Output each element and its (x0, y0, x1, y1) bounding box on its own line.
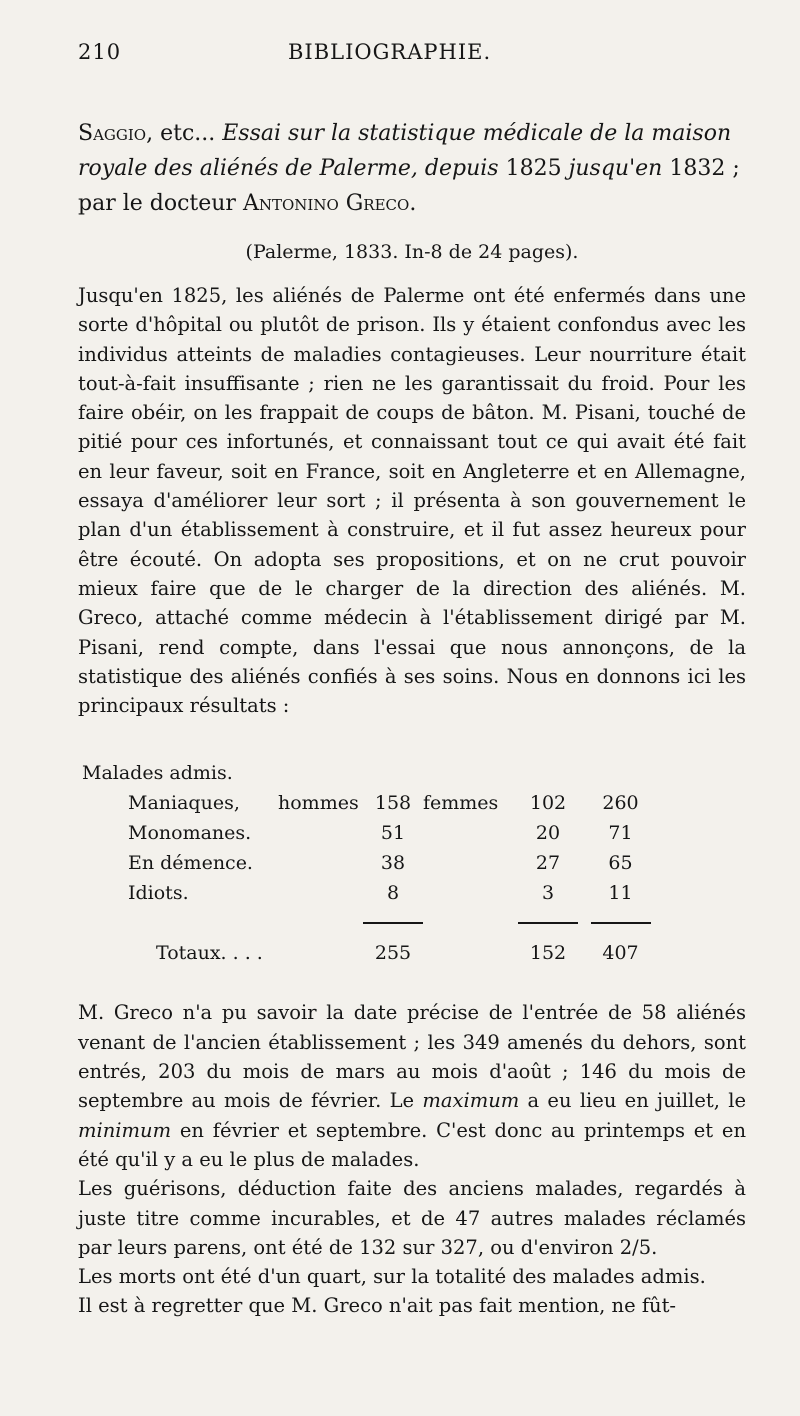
table-row (128, 788, 663, 818)
men-label: hommes (278, 792, 359, 815)
row-men: 51 (380, 822, 406, 845)
term-minimum: minimum (78, 1118, 172, 1142)
row-men: 158 (374, 792, 412, 815)
paragraph-2-c: en février et septembre. C'est donc au printemps et en été qu'il y a eu le plus de malades. (78, 1118, 746, 1171)
row-women: 27 (535, 852, 561, 875)
statistics-table (78, 758, 746, 968)
rule-row (128, 908, 663, 938)
row-category: Maniaques, (128, 792, 240, 815)
paragraph-4: Les morts ont été d'un quart, sur la totalité des malades admis. (78, 1265, 706, 1289)
title-jusqu: jusqu'en (568, 156, 663, 181)
title-author: Antonino Greco (242, 191, 410, 216)
row-men: 38 (380, 852, 406, 875)
total-women: 152 (529, 942, 567, 965)
sum-rule (518, 922, 578, 924)
totals-row (128, 938, 663, 968)
stats-grid (128, 788, 663, 968)
table-row (128, 878, 663, 908)
paragraph-1: Jusqu'en 1825, les aliénés de Palerme ont été enfermés dans une sorte d'hôpital ou plutôt de prison. Ils y étaient confondus avec les individus atteints de maladies contagieuses. Leur nourriture était tout-à-fait insuffisante ; rien ne les garantissait du froid. Pour les faire obéir, on les frappait de coups de bâton. M. Pisani, touché de pitié pour ces infortunés, et connaissant tout ce qui avait été fait en leur faveur, soit en France, soit en Angleterre et en Allemagne, essaya d'améliorer leur sort ; il présenta à son gouvernement le plan d'un établissement à construire, et il fut assez heureux pour être écouté. On adopta ses propositions, et on ne crut pouvoir mieux faire que de le charger de la direction des aliénés. M. Greco, attaché comme médecin à l'établissement dirigé par M. Pisani, rend compte, dans l'essai que nous annonçons, de la statistique des aliénés confiés à ses soins. Nous en donnons ici les principaux résultats : (78, 284, 746, 718)
row-total: 260 (602, 792, 639, 815)
paragraph-5: Il est à regretter que M. Greco n'ait pas fait mention, ne fût- (78, 1294, 677, 1318)
row-total: 65 (608, 852, 633, 875)
row-women: 102 (529, 792, 567, 815)
title-saggio: Saggio (78, 121, 147, 146)
paragraph-3: Les guérisons, déduction faite des anciens malades, regardés à juste titre comme incurables, et de 47 autres malades réclamés par leurs parens, ont été de 132 sur 327, ou d'environ 2/5. (78, 1177, 746, 1259)
table-row (128, 818, 663, 848)
paragraph-2-b: a eu lieu en juillet, le (519, 1089, 746, 1113)
row-category: Monomanes. (128, 822, 252, 845)
title-essai: Essai sur la statistique médicale de la maison royale des aliénés de Palerme, depuis (78, 121, 732, 181)
page-header (78, 40, 746, 76)
women-label: femmes (423, 792, 499, 815)
page-number: 210 (78, 40, 122, 64)
sum-rule (591, 922, 651, 924)
row-total: 71 (608, 822, 633, 845)
row-category: En démence. (128, 852, 253, 875)
row-women: 20 (535, 822, 561, 845)
row-men: 8 (386, 882, 400, 905)
paragraph-2 (78, 998, 746, 1174)
row-total: 11 (608, 882, 633, 905)
row-category: Idiots. (128, 882, 189, 905)
term-maximum: maximum (422, 1089, 520, 1113)
title-etc: , etc... (146, 121, 223, 146)
running-title: BIBLIOGRAPHIE. (288, 40, 492, 64)
title-year1: 1825 (498, 156, 569, 181)
row-women: 3 (541, 882, 555, 905)
paragraph-2-a: M. Greco n'a pu savoir la date précise de l'entrée de 58 aliénés venant de l'ancien établissement ; les 349 amenés du dehors, sont entrés, 203 du mois de mars au mois d'août ; 146 du mois de septembre au mois de février. Le (78, 1001, 746, 1113)
title-by: ; par le docteur (78, 156, 740, 216)
total-all: 407 (602, 942, 639, 965)
stats-caption: Malades admis. (82, 762, 233, 785)
title-year2: 1832 (662, 156, 726, 181)
sum-rule (363, 922, 423, 924)
review-title (78, 116, 746, 221)
total-men: 255 (374, 942, 412, 965)
publication-info: (Palerme, 1833. In-8 de 24 pages). (245, 241, 579, 263)
title-end: . (409, 191, 417, 216)
table-row (128, 848, 663, 878)
totals-label: Totaux. . . . (156, 942, 263, 965)
